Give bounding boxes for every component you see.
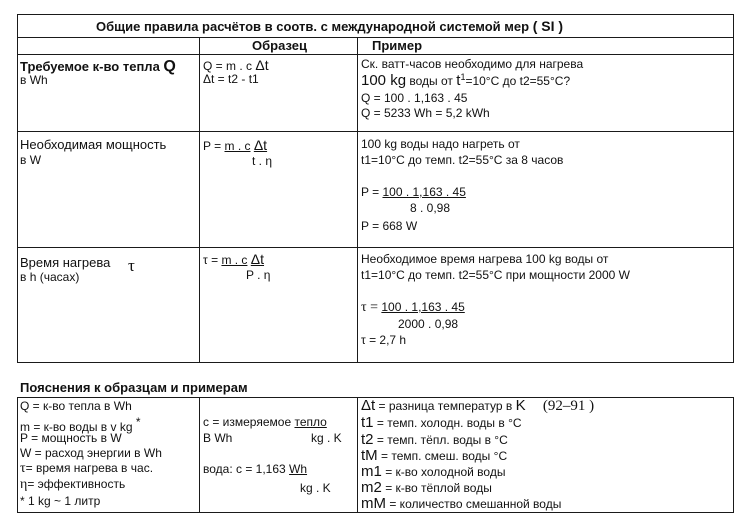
notes-heading: Пояснения к образцам и примерам	[20, 380, 248, 395]
row3-unit: в h (часах)	[20, 270, 80, 284]
note-t2: t2 = темп. тёпл. воды в °C	[361, 431, 508, 448]
table-border-bottom	[17, 362, 734, 363]
note-kg-litre: * 1 kg ~ 1 литр	[20, 494, 101, 508]
note-c: c = измеряемое тепло	[203, 415, 327, 429]
row1-formula-line2: Δt = t2 - t1	[203, 72, 259, 86]
row2-formula-den: t . η	[252, 154, 273, 168]
row2-example-den: 8 . 0,98	[410, 201, 451, 215]
row1-example-line3: Q = 100 . 1,163 . 45	[361, 91, 468, 105]
table-rule-row1	[17, 131, 734, 132]
row3-label: Время нагрева τ	[20, 255, 135, 275]
note-p: P = мощность в W	[20, 431, 122, 445]
row3-example-line1: Необходимое время нагрева 100 kg воды от	[361, 252, 609, 266]
row2-formula-num: P = m . c Δt	[203, 137, 268, 153]
notes-divider-2	[357, 397, 358, 513]
title-text: Общие правила расчётов в соотв. с международной системой мер	[96, 19, 530, 34]
note-tm: tM = темп. смеш. воды °C	[361, 447, 508, 464]
notes-border-right	[733, 397, 734, 513]
note-mm: mM = количество смешанной воды	[361, 495, 562, 512]
row1-example-line1: Ск. ватт-часов необходимо для нагрева	[361, 57, 584, 71]
table-rule-row2	[17, 247, 734, 248]
note-water-c-unit: kg . K	[300, 481, 331, 495]
notes-border-left	[17, 397, 18, 513]
row2-example-num: P = 100 . 1,163 . 45	[361, 185, 466, 199]
row2-example-result: P = 668 W	[361, 219, 418, 233]
row1-unit: в Wh	[20, 73, 48, 87]
note-m: m = к-во воды в v kg *	[20, 415, 141, 434]
note-c-unit-left: B Wh	[203, 431, 233, 445]
row3-example-den: 2000 . 0,98	[398, 317, 459, 331]
table-border-right	[733, 14, 734, 363]
note-m1: m1 = к-во холодной воды	[361, 463, 506, 480]
row1-label: Требуемое к-во тепла Q	[20, 58, 176, 75]
row2-example-line2: t1=10°C до темп. t2=55°C за 8 часов	[361, 153, 564, 167]
row3-symbol: τ	[127, 256, 135, 275]
note-tau: τ= время нагрева в час.	[20, 461, 154, 476]
note-eta: η= эффективность	[20, 477, 126, 492]
row3-example-result: τ = 2,7 h	[361, 333, 407, 347]
row3-example-num: τ = 100 . 1,163 . 45	[361, 300, 465, 315]
row2-unit: в W	[20, 153, 42, 167]
row1-example-line2: 100 kg воды от $t^1=10^\circ C$ до t2=55°C?	[361, 72, 571, 89]
note-delta-t: Δt = разница температур в K (92–91 )	[361, 397, 595, 414]
header-sample: Образец	[252, 38, 307, 53]
table-border-left	[17, 14, 18, 363]
note-w: W = расход энергии в Wh	[20, 446, 162, 460]
row3-formula-num: τ = m . c Δt	[203, 251, 265, 267]
table-rule-header	[17, 54, 734, 55]
row3-formula-den: P . η	[246, 268, 271, 282]
table-divider-1	[199, 37, 200, 363]
row1-example-line4: Q = 5233 Wh = 5,2 kWh	[361, 106, 490, 120]
notes-border-bottom	[17, 512, 734, 513]
row1-formula-line1: Q = m . c Δt	[203, 57, 269, 73]
notes-divider-1	[199, 397, 200, 513]
note-q: Q = к-во тепла в Wh	[20, 399, 132, 413]
row2-example-line1: 100 kg воды надо нагреть от	[361, 137, 520, 151]
note-m2: m2 = к-во тёплой воды	[361, 479, 492, 496]
table-divider-2	[357, 37, 358, 363]
note-t1: t1 = темп. холодн. воды в °C	[361, 414, 522, 431]
title-si: ( SI )	[532, 18, 564, 34]
row2-label: Необходимая мощность	[20, 137, 167, 152]
row3-example-line2: t1=10°C до темп. t2=55°C при мощности 2000 W	[361, 268, 630, 282]
header-example: Пример	[372, 38, 423, 53]
table-title	[96, 18, 563, 34]
note-c-unit-right: kg . K	[311, 431, 342, 445]
row1-symbol: Q	[163, 58, 176, 75]
table-border-top	[17, 14, 734, 15]
note-water-c: вода: c = 1,163 Wh	[203, 462, 308, 476]
